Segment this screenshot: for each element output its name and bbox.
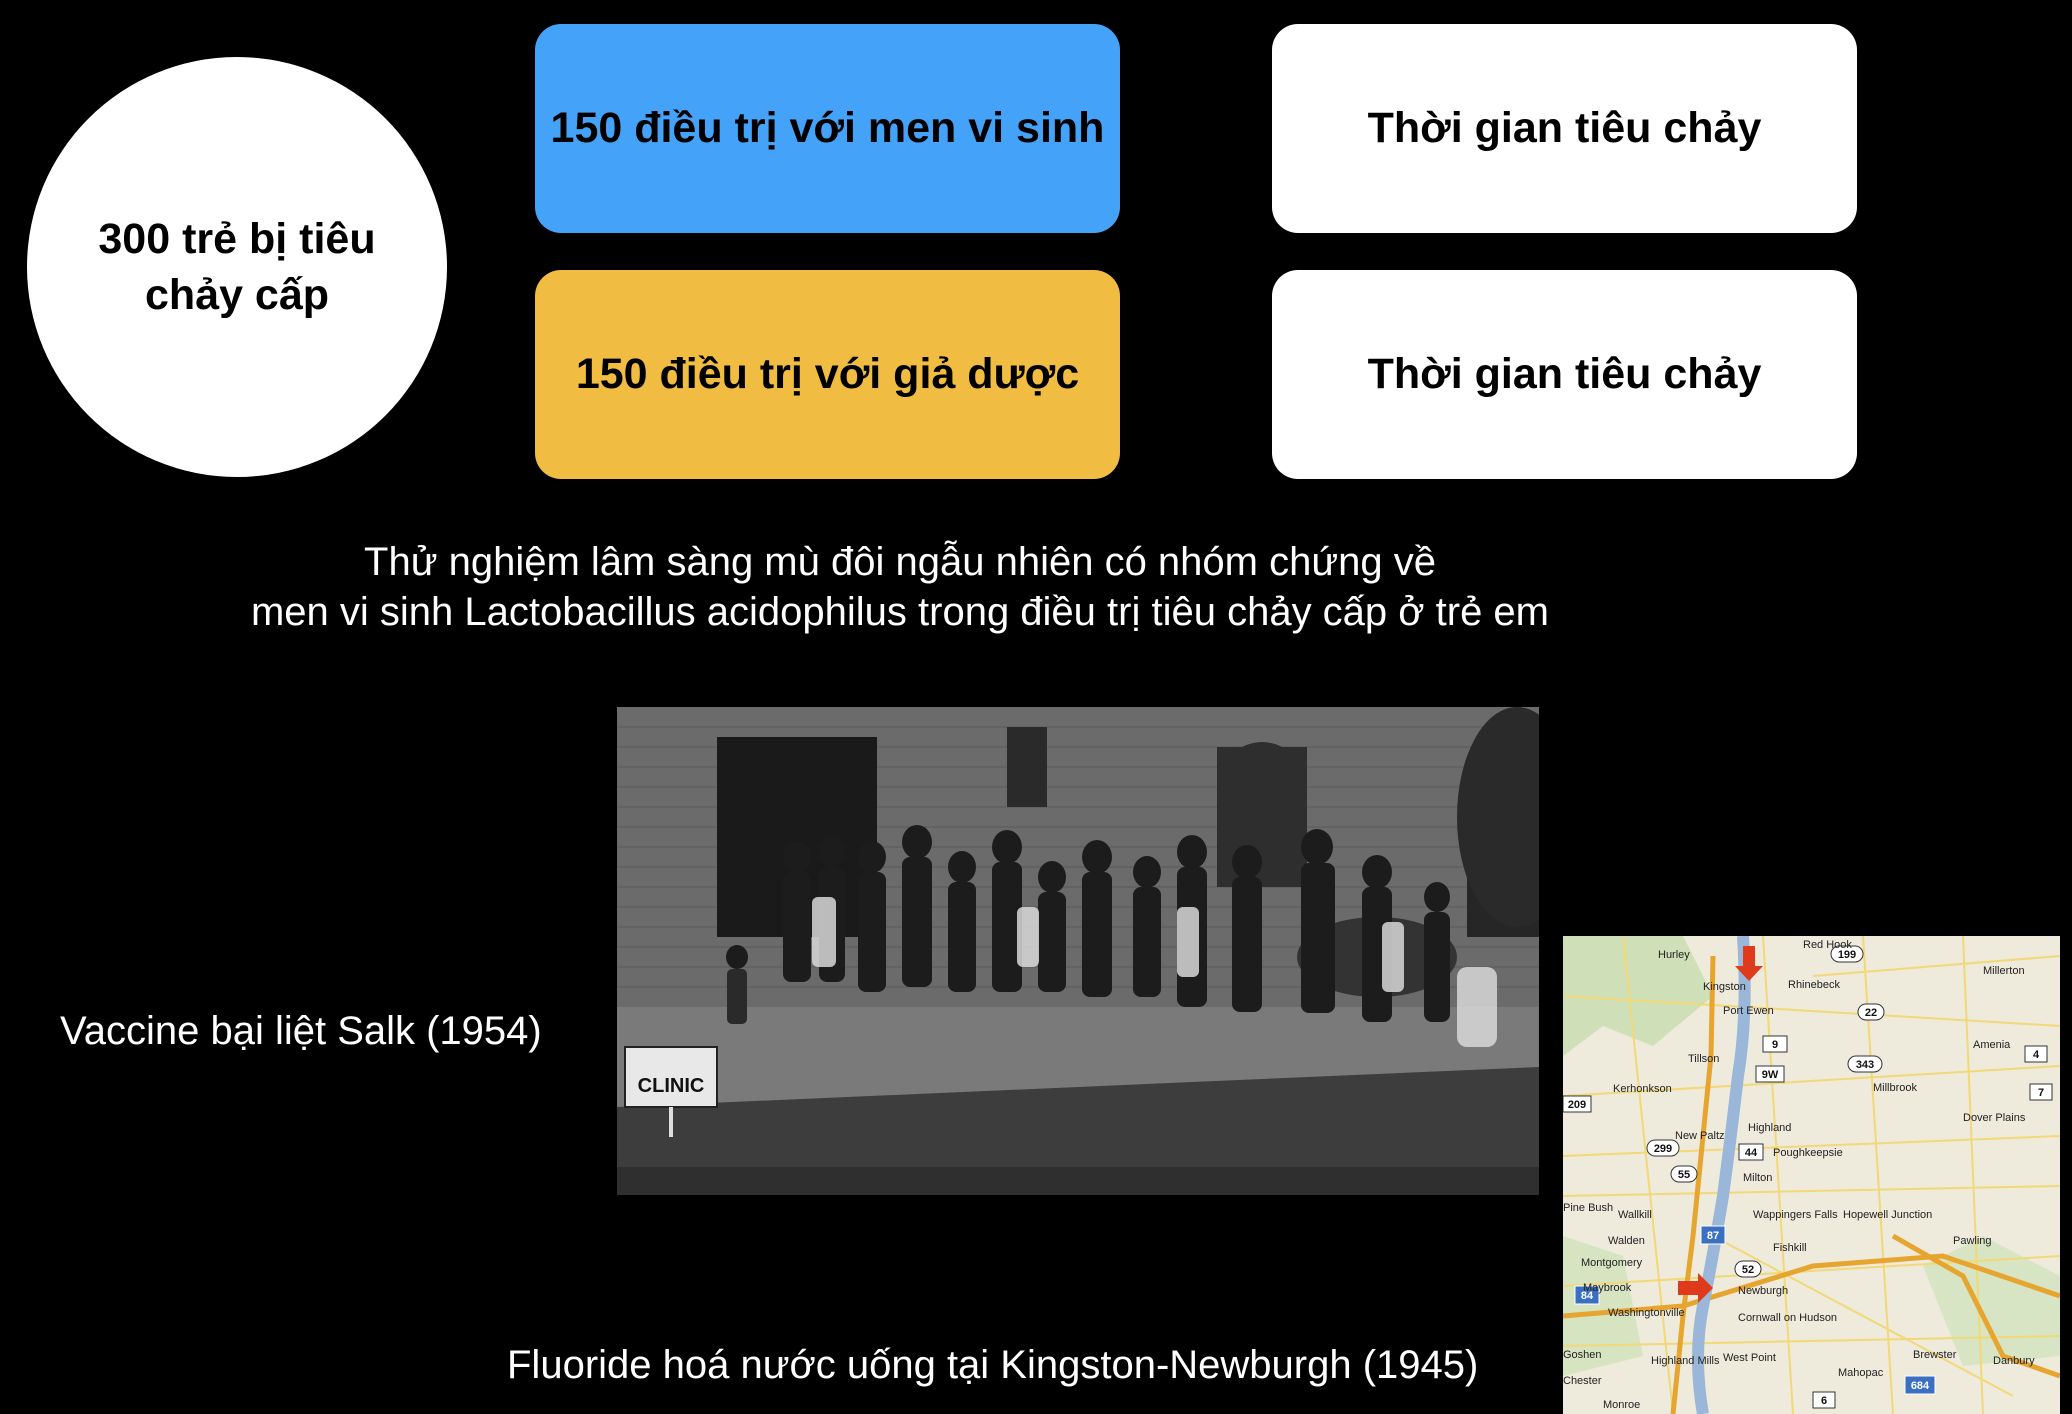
map-washingtonville: Washingtonville xyxy=(1608,1307,1685,1319)
map-wappingers-falls: Wappingers Falls xyxy=(1753,1209,1838,1221)
probiotic-arm-box xyxy=(535,24,1120,233)
outcome-box-placebo xyxy=(1272,270,1857,479)
map-cornwall: Cornwall on Hudson xyxy=(1738,1312,1838,1324)
map-kingston: Kingston xyxy=(1703,981,1746,993)
map-pine-bush: Pine Bush xyxy=(1563,1202,1614,1214)
map-wallkill: Wallkill xyxy=(1618,1209,1652,1221)
route-343: 343 xyxy=(1855,1059,1875,1071)
map-highland-mills: Highland Mills xyxy=(1651,1355,1720,1367)
outcome-label-probiotic: Thời gian tiêu chảy xyxy=(1367,104,1762,152)
map-hopewell-junction: Hopewell Junction xyxy=(1843,1209,1933,1221)
route-4: 4 xyxy=(2032,1049,2040,1061)
route-9: 9 xyxy=(1771,1039,1779,1051)
map-dover-plains: Dover Plains xyxy=(1963,1112,2026,1124)
map-montgomery: Montgomery xyxy=(1581,1257,1643,1269)
salk-clinic-photo xyxy=(617,707,1539,1195)
map-newburgh: Newburgh xyxy=(1738,1285,1789,1297)
clinic-photo-illustration xyxy=(617,707,1539,1195)
route-684: 684 xyxy=(1910,1380,1930,1392)
map-milton: Milton xyxy=(1743,1172,1773,1184)
route-55-west: 55 xyxy=(1677,1169,1691,1181)
rct-caption-line-2: men vi sinh Lactobacillus acidophilus trong điều trị tiêu chảy cấp ở trẻ em xyxy=(250,590,1549,634)
route-7: 7 xyxy=(2037,1087,2045,1099)
route-22-north: 22 xyxy=(1864,1007,1878,1019)
probiotic-arm-label: 150 điều trị với men vi sinh xyxy=(550,104,1105,152)
placebo-arm-box xyxy=(535,270,1120,479)
map-illustration xyxy=(1563,936,2060,1414)
route-44: 44 xyxy=(1744,1147,1758,1159)
map-west-point: West Point xyxy=(1723,1352,1776,1364)
map-port-ewen: Port Ewen xyxy=(1723,1005,1774,1017)
map-rhinebeck: Rhinebeck xyxy=(1788,979,1840,991)
map-tillson: Tillson xyxy=(1688,1053,1720,1065)
map-kerhonkson: Kerhonkson xyxy=(1613,1083,1672,1095)
map-amenia: Amenia xyxy=(1973,1039,2011,1051)
route-299: 299 xyxy=(1653,1143,1673,1155)
route-52: 52 xyxy=(1741,1264,1755,1276)
route-209: 209 xyxy=(1567,1099,1587,1111)
population-label: 300 trẻ bị tiêu chảy cấp xyxy=(98,215,376,319)
map-red-hook: Red Hook xyxy=(1803,939,1852,951)
map-brewster: Brewster xyxy=(1913,1349,1957,1361)
route-84: 84 xyxy=(1580,1290,1594,1302)
map-danbury: Danbury xyxy=(1993,1355,2035,1367)
clinic-sign-text: CLINIC xyxy=(637,1075,705,1097)
map-goshen: Goshen xyxy=(1563,1349,1602,1361)
route-6: 6 xyxy=(1820,1395,1828,1407)
map-maybrook: Maybrook xyxy=(1583,1282,1632,1294)
outcome-box-probiotic xyxy=(1272,24,1857,233)
map-highland: Highland xyxy=(1748,1122,1792,1134)
map-fishkill: Fishkill xyxy=(1773,1242,1807,1254)
route-199: 199 xyxy=(1837,949,1857,961)
map-monroe: Monroe xyxy=(1603,1399,1641,1411)
map-walden: Walden xyxy=(1608,1235,1645,1247)
map-millerton: Millerton xyxy=(1983,965,2025,977)
population-circle xyxy=(27,57,447,477)
fluoride-label: Fluoride hoá nước uống tại Kingston-Newburgh (1945) xyxy=(507,1343,1479,1387)
map-poughkeepsie: Poughkeepsie xyxy=(1773,1147,1843,1159)
map-new-paltz: New Paltz xyxy=(1675,1130,1725,1142)
kingston-newburgh-map xyxy=(1563,936,2060,1414)
salk-vaccine-label: Vaccine bại liệt Salk (1954) xyxy=(60,1009,542,1053)
route-9w: 9W xyxy=(1761,1069,1779,1081)
placebo-arm-label: 150 điều trị với giả dược xyxy=(575,350,1080,398)
rct-caption-line-1: Thử nghiệm lâm sàng mù đôi ngẫu nhiên có nhóm chứng về xyxy=(364,540,1436,584)
map-pawling: Pawling xyxy=(1953,1235,1992,1247)
map-chester: Chester xyxy=(1563,1375,1602,1387)
rct-caption xyxy=(0,537,1800,637)
map-mahopac: Mahopac xyxy=(1838,1367,1884,1379)
outcome-label-placebo: Thời gian tiêu chảy xyxy=(1367,350,1762,398)
map-millbrook: Millbrook xyxy=(1873,1082,1918,1094)
route-87: 87 xyxy=(1706,1230,1720,1242)
map-hurley: Hurley xyxy=(1658,949,1690,961)
